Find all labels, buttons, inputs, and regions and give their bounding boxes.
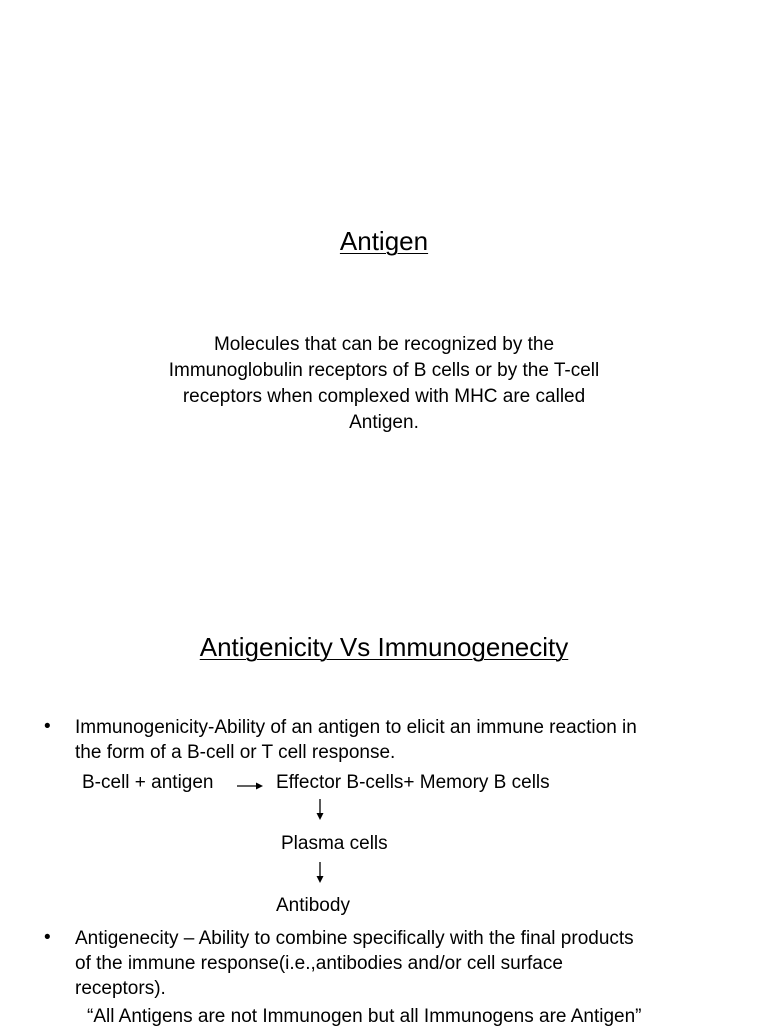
bullet-line: of the immune response(i.e.,antibodies and/or cell surface (75, 953, 563, 974)
antigen-immunogen-quote: “All Antigens are not Immunogen but all Immunogens are Antigen” (87, 1006, 642, 1027)
flow-step-plasma-cells: Plasma cells (281, 833, 388, 854)
flow-step-bcell-antigen: B-cell + antigen (82, 772, 214, 793)
right-arrow-icon (236, 780, 264, 792)
antigenicity-bullet (75, 926, 745, 1001)
definition-line: Antigen. (349, 412, 419, 433)
bullet-marker: • (44, 927, 51, 948)
bullet-line: Immunogenicity-Ability of an antigen to elicit an immune reaction in (75, 717, 637, 738)
down-arrow-icon (314, 861, 326, 885)
slide2-title: Antigenicity Vs Immunogenecity (199, 632, 569, 662)
antigen-definition (134, 332, 634, 436)
definition-line: receptors when complexed with MHC are called (182, 386, 586, 407)
slide1-title: Antigen (339, 226, 429, 256)
flow-step-antibody: Antibody (276, 895, 350, 916)
bullet-marker: • (44, 716, 51, 737)
down-arrow-icon (314, 798, 326, 822)
definition-line: Molecules that can be recognized by the (213, 334, 555, 355)
immunogenicity-bullet (75, 715, 745, 765)
flow-step-effector-memory: Effector B-cells+ Memory B cells (276, 772, 550, 793)
bullet-line: Antigenecity – Ability to combine specifically with the final products (75, 928, 634, 949)
definition-line: Immunoglobulin receptors of B cells or by the T-cell (168, 360, 600, 381)
bullet-line: receptors). (75, 978, 166, 999)
bullet-line: the form of a B-cell or T cell response. (75, 742, 396, 763)
